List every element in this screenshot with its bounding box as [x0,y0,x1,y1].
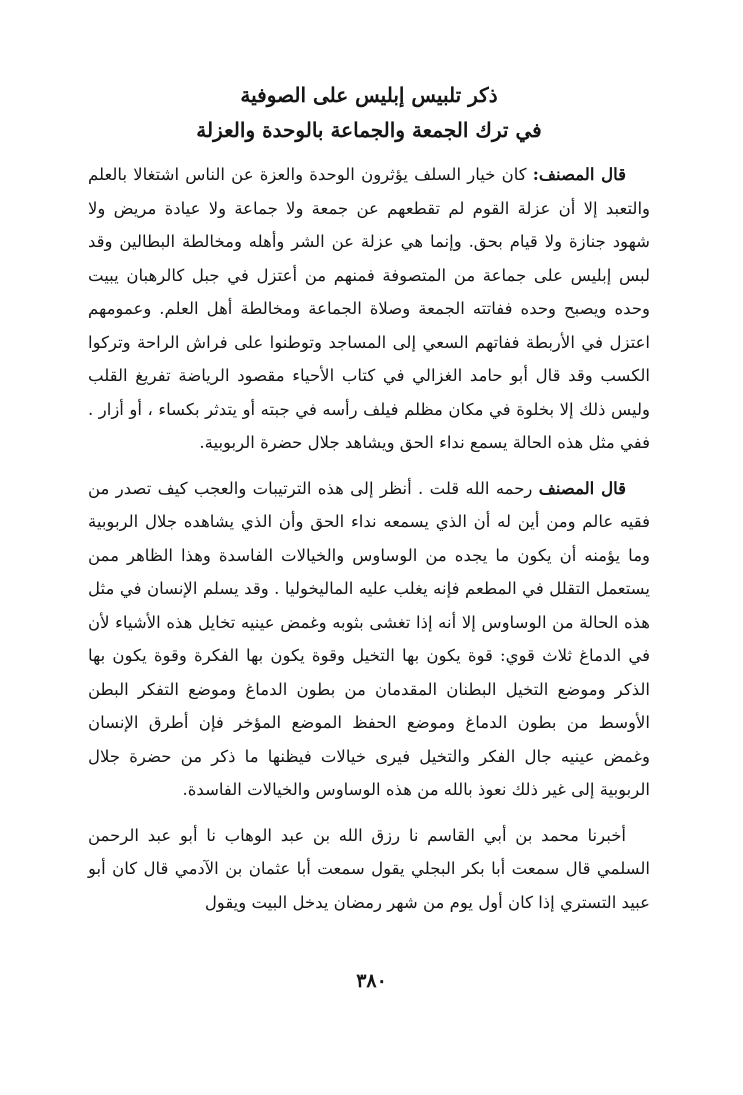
chapter-title: ذكر تلبيس إبليس على الصوفية [240,83,498,107]
paragraph-3 [88,819,650,920]
chapter-subtitle: في ترك الجمعة والجماعة بالوحدة والعزلة [196,118,542,142]
paragraph-lead: قال المصنف [538,478,627,498]
paragraph-text: أخبرنا محمد بن أبي القاسم نا رزق الله بن عبد الوهاب نا أبو عبد الرحمن السلمي قال سمعت أبا بكر البجلي يقول سمعت أبا عثمان بن الآدمي قال كان أبو عبيد التستري إذا كان أول يوم من شهر رمضان يدخل البيت ويقول [88,825,650,912]
page-body [88,78,650,931]
paragraph-lead: قال المصنف: [532,165,626,184]
page-number: ٣٨٠ [356,970,387,992]
paragraph-2 [88,472,650,807]
paragraph-text: كان خيار السلف يؤثرون الوحدة والعزة عن الناس اشتغالا بالعلم والتعبد إلا أن عزلة القوم لم تقطعهم عن جمعة ولا جماعة ولا عيادة مريض ولا شهود جنازة ولا قيام بحق. وإنما هي عزلة عن الشر وأهله ومخالطة البطالين وقد لبس إبليس على جماعة من المتصوفة فمنهم من أعتزل في جبل كالرهبان يبيت وحده ويصبح وحده ففاتته الجمعة وصلاة الجماعة ومخالطة أهل العلم. وعمومهم اعتزل في الأربطة ففاتهم السعي إلى المساجد وتوطنوا على فراش الراحة وتركوا الكسب وقد قال أبو حامد الغزالي في كتاب الأحياء مقصود الرياضة تفريغ القلب وليس ذلك إلا بخلوة في مكان مظلم فيلف رأسه في جبته أو يتدثر بكساء ، أو أزار . ففي مثل هذه الحالة يسمع نداء الحق ويشاهد جلال حضرة الربوبية. [88,165,650,452]
paragraph-text: رحمه الله قلت . أنظر إلى هذه الترتيبات والعجب كيف تصدر من فقيه عالم ومن أين له أن الذي يسمعه نداء الحق وأن الذي يشاهده جلال الربوبية وما يؤمنه أن يكون ما يجده من الوساوس والخيالات الفاسدة وهذا الظاهر ممن يستعمل التقلل في المطعم فإنه يغلب عليه الماليخوليا . وقد يسلم الإنسان في مثل هذه الحالة من الوساوس إلا أنه إذا تغشى بثوبه وغمض عينيه تخايل هذه الأشياء لأن في الدماغ ثلاث قوي: قوة يكون بها التخيل وقوة يكون بها الفكرة وقوة يكون بها الذكر وموضع التخيل البطنان المقدمان من بطون الدماغ وموضع التفكر البطن الأوسط من بطون الدماغ وموضع الحفظ الموضع المؤخر فإن أطرق الإنسان وغمض عينيه جال الفكر والتخيل فيرى خيالات فيظنها ما ذكر من حضرة جلال الربوبية إلى غير ذلك نعوذ بالله من هذه الوساوس والخيالات الفاسدة. [88,478,650,799]
paragraph-1 [88,158,650,460]
